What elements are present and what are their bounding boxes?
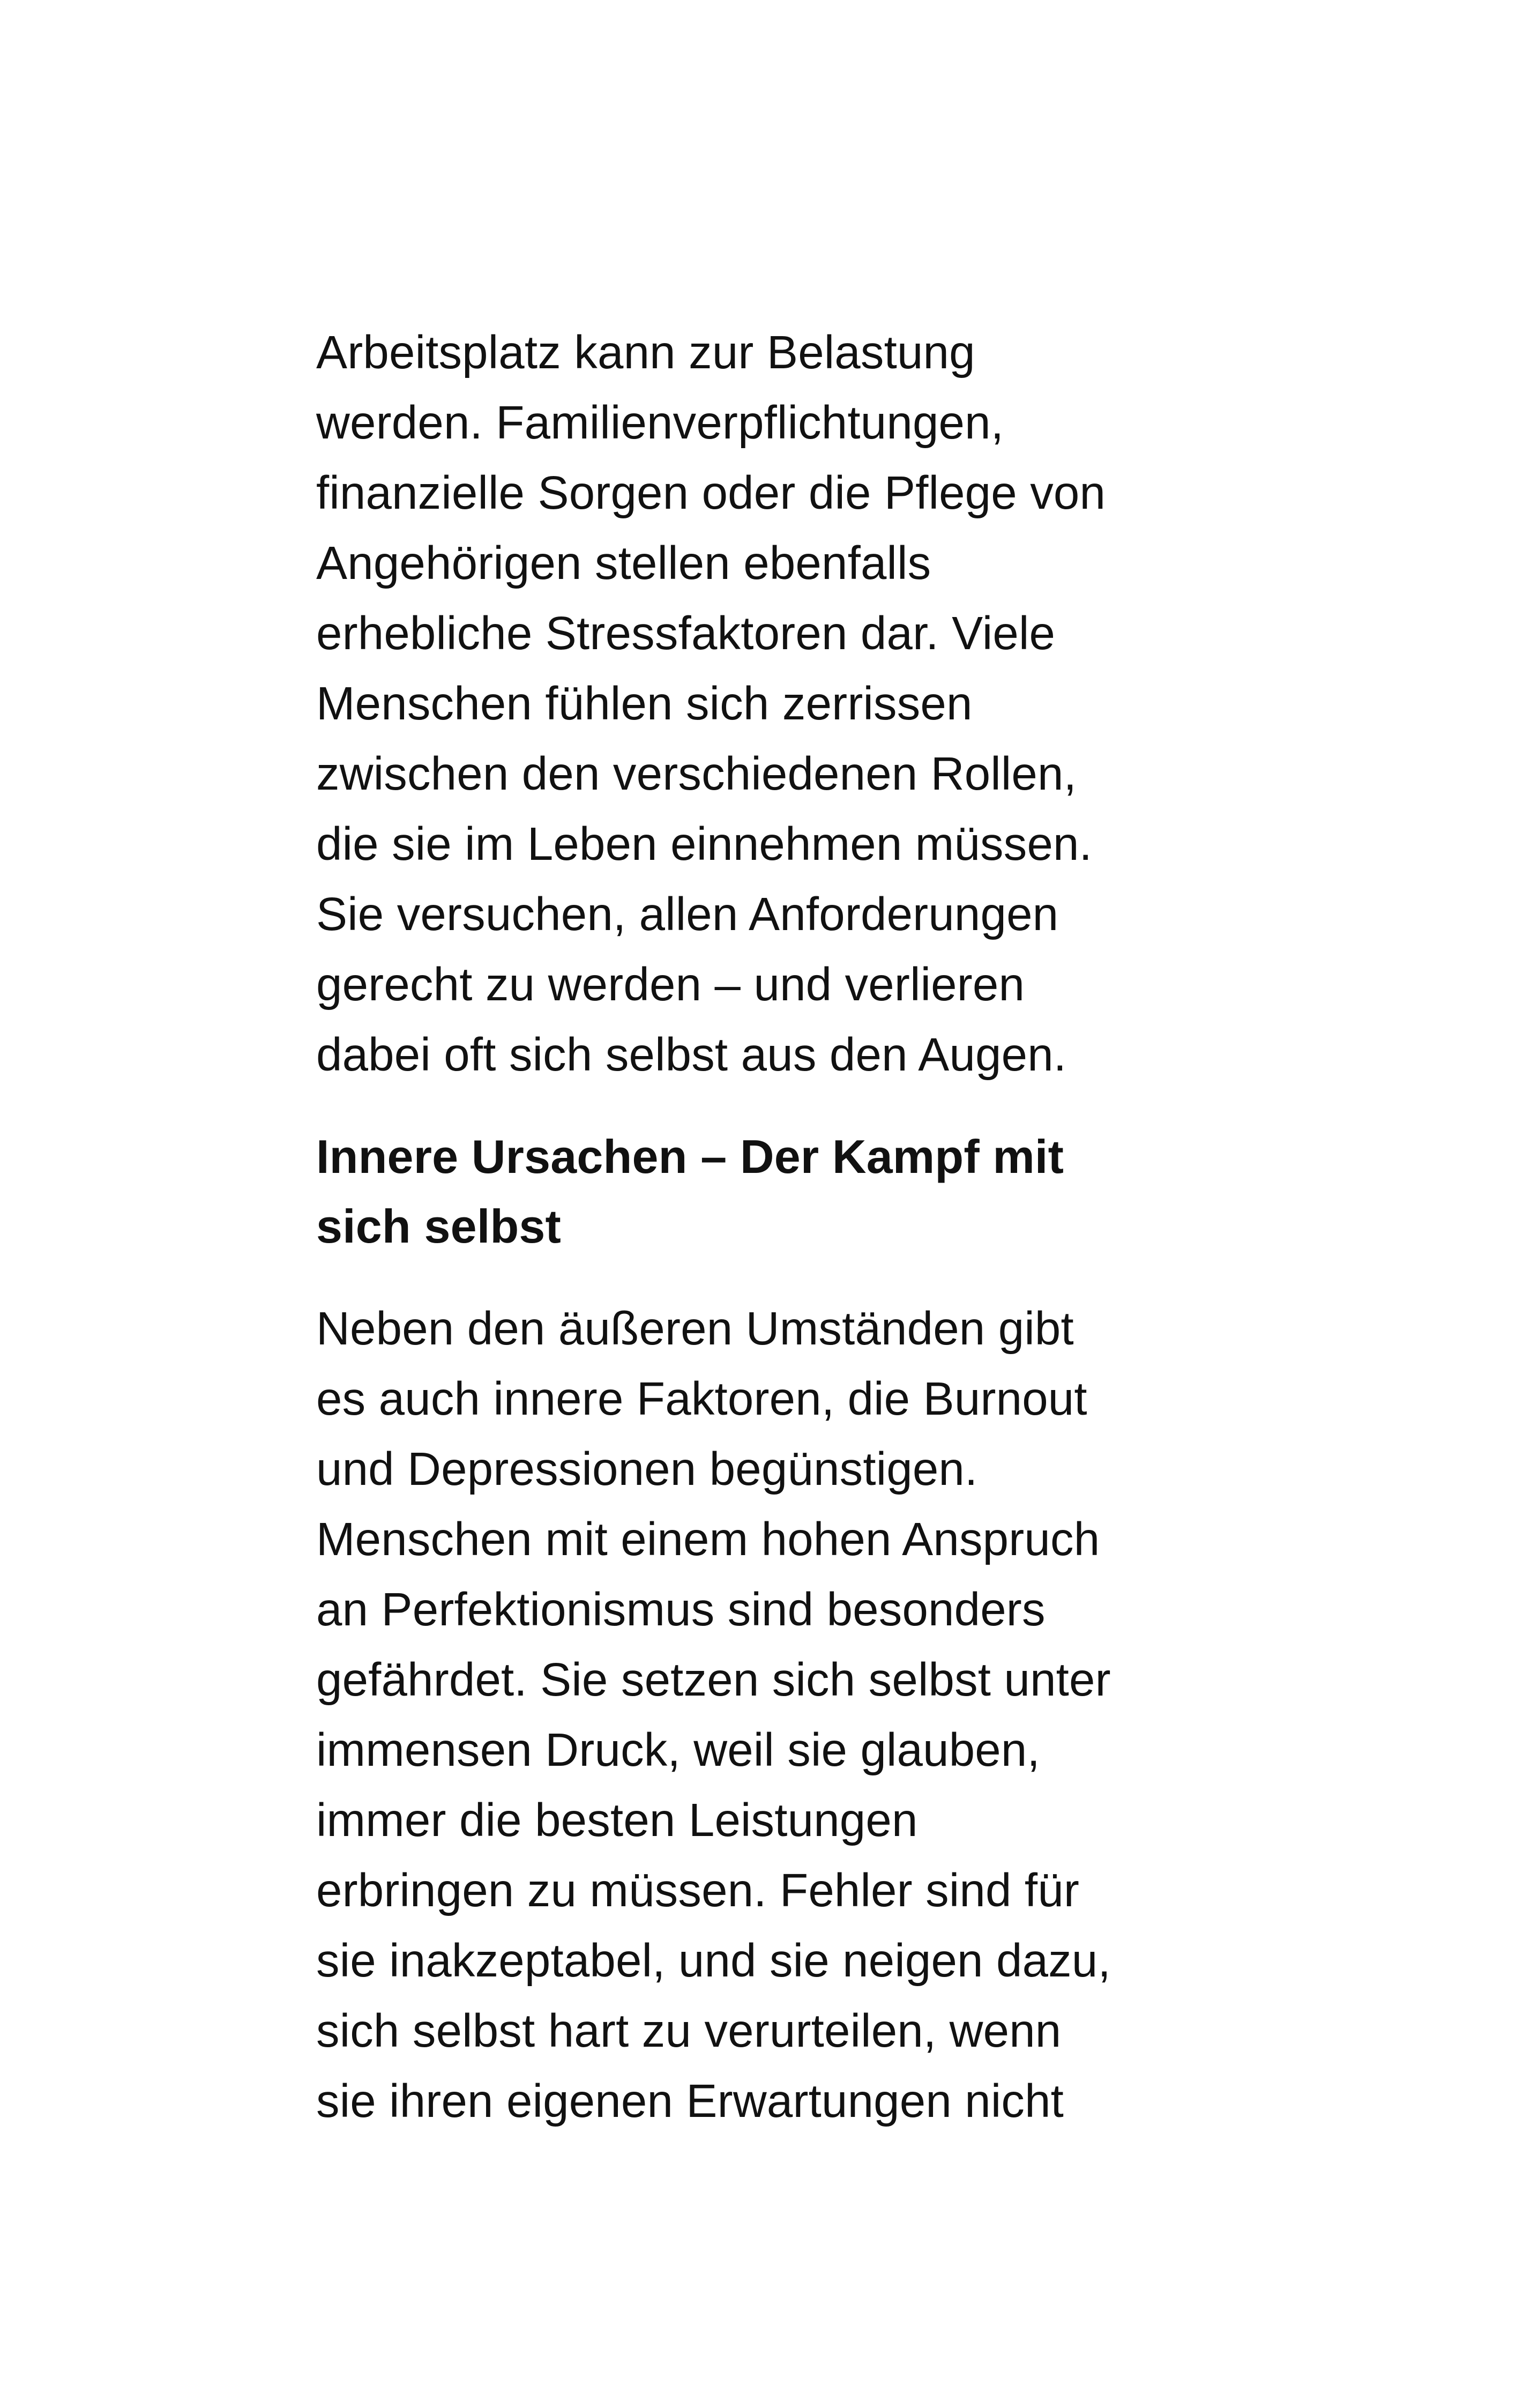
text-column — [316, 317, 1227, 2136]
text-line: sich selbst hart zu verurteilen, wenn — [316, 2005, 1062, 2057]
text-line: Menschen mit einem hohen Anspruch — [316, 1513, 1100, 1565]
text-line: gerecht zu werden – und verlieren — [316, 958, 1025, 1010]
text-line: Menschen fühlen sich zerrissen — [316, 678, 973, 730]
section-heading — [316, 1122, 1227, 1261]
text-line: an Perfektionismus sind besonders — [316, 1584, 1046, 1636]
text-line: es auch innere Faktoren, die Burnout — [316, 1373, 1087, 1425]
text-line: die sie im Leben einnehmen müssen. — [316, 818, 1092, 870]
heading-line: sich selbst — [316, 1200, 562, 1253]
text-line: Neben den äußeren Umständen gibt — [316, 1303, 1074, 1355]
text-line: finanzielle Sorgen oder die Pflege von — [316, 467, 1106, 519]
text-line: Sie versuchen, allen Anforderungen — [316, 888, 1059, 940]
heading-line: Innere Ursachen – Der Kampf mit — [316, 1130, 1064, 1183]
text-line: dabei oft sich selbst aus den Augen. — [316, 1029, 1067, 1081]
text-line: erbringen zu müssen. Fehler sind für — [316, 1864, 1080, 1916]
body-paragraph — [316, 1294, 1227, 2136]
text-line: immensen Druck, weil sie glauben, — [316, 1724, 1040, 1776]
text-line: immer die besten Leistungen — [316, 1794, 918, 1846]
body-paragraph — [316, 317, 1227, 1090]
text-line: zwischen den verschiedenen Rollen, — [316, 748, 1077, 800]
text-line: sie ihren eigenen Erwartungen nicht — [316, 2075, 1064, 2127]
text-line: Arbeitsplatz kann zur Belastung — [316, 326, 975, 378]
text-line: werden. Familienverpflichtungen, — [316, 397, 1004, 449]
text-line: sie inakzeptabel, und sie neigen dazu, — [316, 1935, 1111, 1987]
text-line: und Depressionen begünstigen. — [316, 1443, 978, 1495]
text-line: erhebliche Stressfaktoren dar. Viele — [316, 607, 1056, 659]
text-line: gefährdet. Sie setzen sich selbst unter — [316, 1654, 1111, 1706]
text-line: Angehörigen stellen ebenfalls — [316, 537, 931, 589]
